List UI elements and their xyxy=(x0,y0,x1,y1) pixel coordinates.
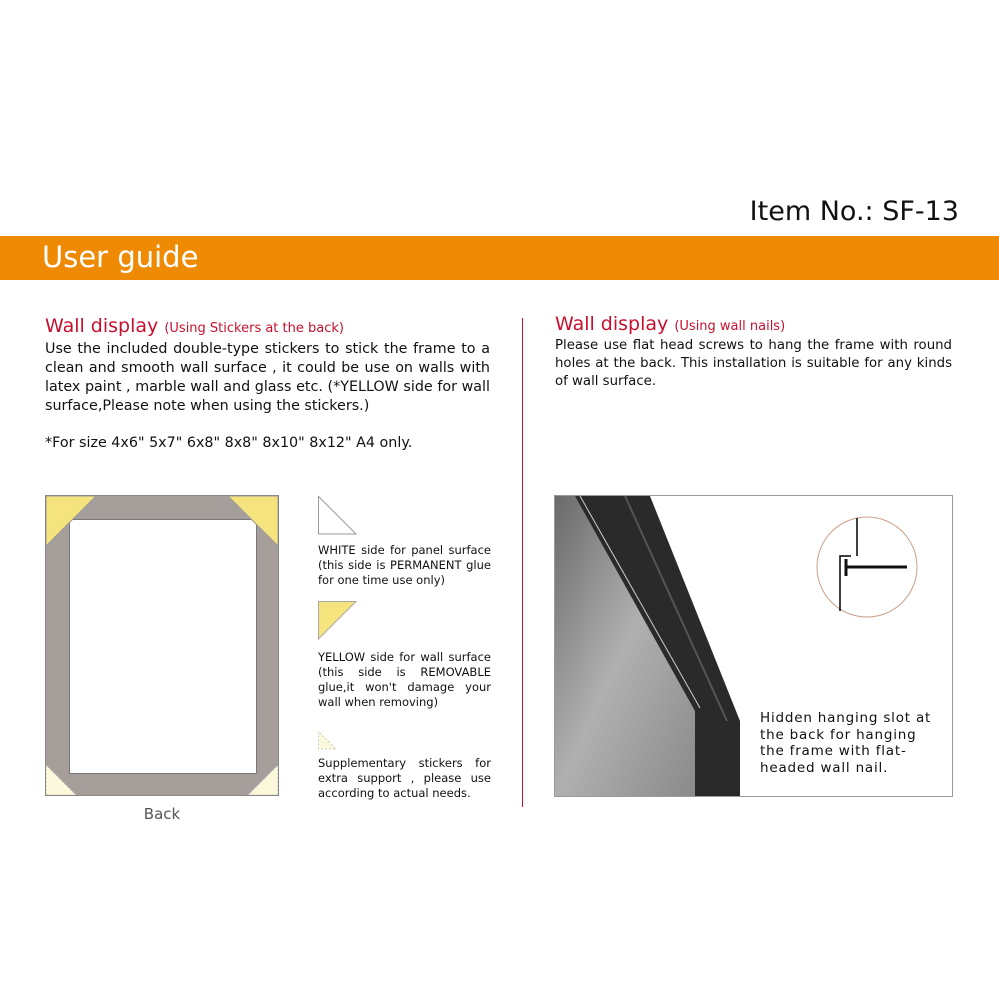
left-heading-text: Wall display xyxy=(45,315,159,337)
frame-corner-photo xyxy=(554,495,953,797)
yellow-sticker-tr xyxy=(228,496,278,546)
left-body: Use the included double-type stickers to stick the frame to a clean and smooth wall surface , it could be use on walls with latex paint , marble wall and glass etc. (*YELLOW side for wall surface,Please note when using the stickers.) xyxy=(45,341,490,414)
legend-yellow: YELLOW side for wall surface (this side is REMOVABLE glue,it won't damage your wall when removing) xyxy=(318,650,491,709)
user-guide-banner xyxy=(0,236,999,280)
legend-supplementary: Supplementary stickers for extra support , please use according to actual needs. xyxy=(318,756,491,800)
left-subheading: (Using Stickers at the back) xyxy=(164,321,344,336)
column-divider xyxy=(522,318,523,807)
left-heading xyxy=(45,315,344,337)
banner-title: User guide xyxy=(42,240,199,274)
supplementary-sticker-br xyxy=(248,765,278,795)
photo-caption: Hidden hanging slot at the back for hanging the frame with flat-headed wall nail. xyxy=(760,710,932,776)
corner-stickers xyxy=(46,496,278,795)
right-heading-text: Wall display xyxy=(555,313,669,335)
right-heading xyxy=(555,313,785,335)
supplementary-sticker-bl xyxy=(46,765,76,795)
frame-back-diagram xyxy=(45,495,279,796)
size-note: *For size 4x6" 5x7" 6x8" 8x8" 8x10" 8x12" A4 only. xyxy=(45,435,413,451)
yellow-sticker-icon xyxy=(318,601,358,641)
white-sticker-icon xyxy=(318,496,358,536)
yellow-sticker-tl xyxy=(46,496,96,546)
right-body: Please use flat head screws to hang the frame with round holes at the back. This installation is suitable for any kinds of wall surface. xyxy=(555,338,952,389)
item-number: Item No.: SF-13 xyxy=(749,196,959,227)
right-subheading: (Using wall nails) xyxy=(674,319,786,334)
legend-white: WHITE side for panel surface (this side is PERMANENT glue for one time use only) xyxy=(318,543,491,587)
frame-label: Back xyxy=(143,805,181,823)
supplementary-sticker-icon xyxy=(318,731,338,751)
